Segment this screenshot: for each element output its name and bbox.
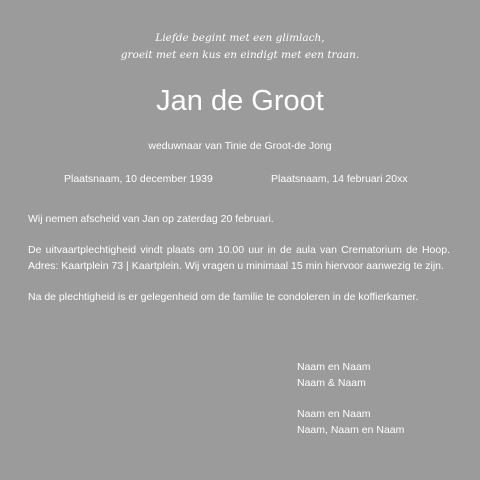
- birth-date: Plaatsnaam, 10 december 1939: [64, 173, 213, 185]
- paragraph-ceremony: De uitvaartplechtigheid vindt plaats om 10.00 uur in de aula van Crematorium de Hoop. Adres: Kaartplein 73 | Kaartplein. Wij vragen u minimaal 15 min hiervoor aanwezig te zijn.: [28, 244, 450, 272]
- family-name-line: Naam & Naam: [297, 377, 366, 389]
- family-name-line: Naam en Naam: [297, 408, 371, 420]
- family-signatures: [297, 359, 404, 453]
- death-date: Plaatsnaam, 14 februari 20xx: [271, 173, 408, 185]
- poem: [0, 30, 480, 64]
- poem-line-1: Liefde begint met een glimlach,: [155, 32, 325, 44]
- family-group-1: [297, 359, 404, 391]
- family-group-2: [297, 406, 404, 438]
- family-name-line: Naam, Naam en Naam: [297, 424, 405, 436]
- paragraph-farewell: Wij nemen afscheid van Jan op zaterdag 20 februari.: [28, 213, 274, 225]
- spouse-line: weduwnaar van Tinie de Groot-de Jong: [148, 140, 332, 152]
- family-name-line: Naam en Naam: [297, 361, 371, 373]
- paragraph-condolence: Na de plechtigheid is er gelegenheid om de familie te condoleren in de koffierkamer.: [28, 291, 419, 303]
- deceased-name: Jan de Groot: [156, 85, 324, 117]
- poem-line-2: groeit met een kus en eindigt met een traan.: [120, 49, 360, 61]
- announcement-text: [28, 211, 450, 320]
